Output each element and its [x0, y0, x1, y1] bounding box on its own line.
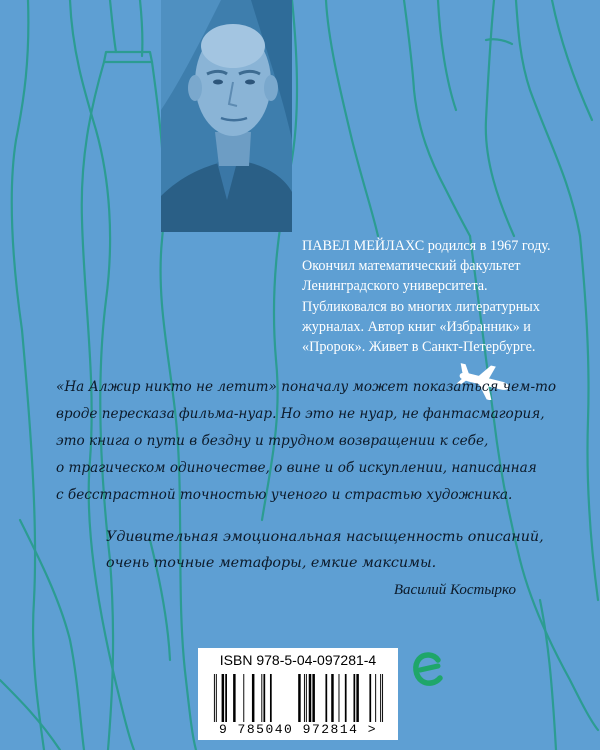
barcode-bar: [225, 674, 227, 722]
annotation-line: «На Алжир никто не летит» поначалу может показаться чем-то: [56, 379, 557, 395]
author-photo: [161, 0, 292, 232]
barcode-bar: [222, 674, 225, 722]
author-bio-line: ПАВЕЛ МЕЙЛАХС родился в 1967 году.: [302, 238, 551, 254]
barcode-bar: [380, 674, 381, 722]
author-bio-line: «Пророк». Живет в Санкт-Петербурге.: [302, 339, 536, 356]
barcode-bar: [331, 674, 334, 722]
review-line: Удивительная эмоциональная насыщенность описаний,: [106, 529, 544, 545]
barcode-bar: [312, 674, 315, 722]
barcode-bar: [356, 674, 359, 722]
barcode-bar: [309, 674, 312, 722]
annotation-line: вроде пересказа фильма-нуар. Но это не нуар, не фантасмагория,: [56, 406, 545, 422]
barcode-bar: [261, 674, 262, 722]
review-quote: [106, 524, 576, 576]
barcode-bar: [375, 674, 376, 722]
barcode-bar: [369, 674, 371, 722]
barcode-bar: [304, 674, 305, 722]
author-bio-line: Ленинградского университета.: [302, 278, 488, 295]
publisher-logo-icon: [412, 650, 444, 688]
isbn-number: ISBN 978-5-04-097281-4: [219, 652, 377, 668]
barcode-bar: [252, 674, 255, 722]
barcode-bar: [345, 674, 347, 722]
barcode-bar: [216, 674, 217, 722]
author-bio-line: Окончил математический факультет: [302, 258, 521, 275]
isbn-barcode-block: [198, 648, 398, 740]
barcode-bar: [353, 674, 355, 722]
review-line: очень точные метафоры, емкие максимы.: [106, 555, 437, 571]
barcode-bar: [263, 674, 265, 722]
barcode-bar: [325, 674, 327, 722]
barcode-bar: [382, 674, 383, 722]
barcode-bar: [339, 674, 340, 722]
reviewer-name: Василий Костырко: [393, 582, 516, 598]
barcode-bar: [233, 674, 236, 722]
annotation-line: это книга о пути в бездну и трудном возвращении к себе,: [56, 433, 489, 449]
author-bio-line: Публиковался во многих литературных: [302, 298, 540, 315]
barcode-bar: [298, 674, 301, 722]
barcode-graphic: [212, 674, 388, 722]
barcode-digits: 9 785040 972814 >: [218, 722, 378, 737]
annotation-line: о трагическом одиночестве, о вине и об искуплении, написанная: [56, 460, 537, 476]
author-bio: [302, 236, 592, 357]
barcode-bar: [243, 674, 244, 722]
barcode-bar: [306, 674, 307, 722]
annotation-line: с бесстрастной точностью ученого и страстью художника.: [56, 487, 513, 503]
book-annotation: [56, 374, 557, 509]
barcode-bar: [270, 674, 272, 722]
author-bio-line: журналах. Автор книг «Избранник» и: [302, 318, 531, 335]
barcode-bar: [214, 674, 215, 722]
